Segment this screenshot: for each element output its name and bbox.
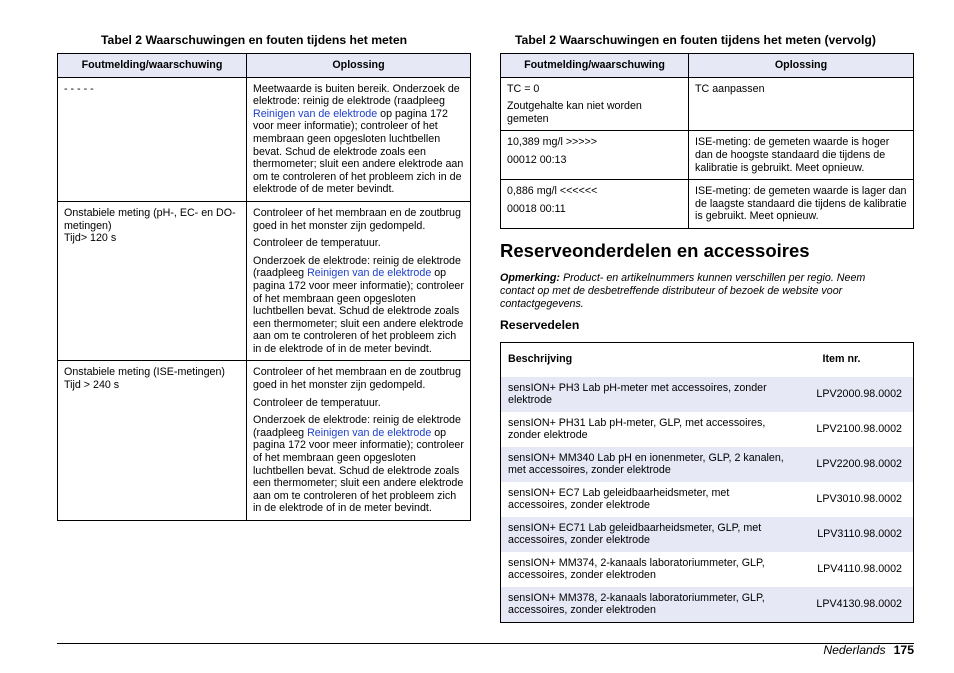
table-row xyxy=(501,412,914,447)
solution-cell: ISE-meting: de gemeten waarde is lager dan de laagste standaard die tijdens de kalibratie is gebruikt. Meet opnieuw. xyxy=(689,180,914,229)
warnings-table-right xyxy=(500,53,914,229)
part-description: sensION+ MM374, 2-kanaals laboratoriummeter, GLP, accessoires, zonder elektroden xyxy=(508,556,765,582)
solution-cell xyxy=(247,77,471,201)
table-row xyxy=(501,377,914,412)
table-row xyxy=(501,447,914,482)
solution-paragraph xyxy=(253,414,464,515)
footer-language: Nederlands xyxy=(823,643,886,657)
solution-text: Meetwaarde is buiten bereik. Onderzoek de elektrode: reinig de elektrode (raadpleeg xyxy=(253,82,460,108)
error-cell xyxy=(501,77,689,131)
table-row xyxy=(501,482,914,517)
error-text: Tijd > 240 s xyxy=(64,379,120,392)
table-row xyxy=(501,552,914,587)
part-item-number: LPV3110.98.0002 xyxy=(799,517,914,552)
column-header-solution: Oplossing xyxy=(247,54,471,78)
warnings-table-left xyxy=(57,53,471,521)
part-description: sensION+ MM378, 2-kanaals laboratoriummeter, GLP, accessoires, zonder elektroden xyxy=(501,587,799,623)
cross-reference-link[interactable]: Reinigen van de elektrode xyxy=(307,426,432,439)
error-cell xyxy=(58,201,247,361)
table-row xyxy=(58,201,471,361)
solution-text: op pagina 172 voor meer informatie); controleer of het membraan geen opgesloten luchtbellen bevat. Schud de elektrode zoals een thermometer; sluit een andere elektrode aan om te controleren of het probleem zich in de elektrode of in de meter bevindt. xyxy=(253,267,464,355)
cross-reference-link[interactable]: Reinigen van de elektrode xyxy=(307,267,432,280)
error-cell xyxy=(501,180,689,229)
right-table-caption: Tabel 2 Waarschuwingen en fouten tijdens het meten (vervolg) xyxy=(515,33,876,47)
table-row xyxy=(58,77,471,201)
solution-text: Controleer de temperatuur. xyxy=(253,396,381,409)
solution-text: Controleer of het membraan en de zoutbrug goed in het monster zijn gedompeld. xyxy=(253,206,461,232)
note xyxy=(500,272,900,310)
subheading-spare-parts: Reservedelen xyxy=(500,318,580,332)
column-header-solution: Oplossing xyxy=(689,54,914,78)
solution-cell xyxy=(247,361,471,521)
part-description: sensION+ MM340 Lab pH en ionenmeter, GLP, 2 kanalen, met accessoires, zonder elektrode xyxy=(501,447,799,482)
solution-cell xyxy=(247,201,471,361)
error-cell xyxy=(58,77,247,201)
solution-text: Controleer of het membraan en de zoutbrug goed in het monster zijn gedompeld. xyxy=(253,366,461,392)
part-item-number: LPV2100.98.0002 xyxy=(816,422,902,435)
note-label: Opmerking: xyxy=(500,272,560,284)
solution-text: Controleer de temperatuur. xyxy=(253,237,381,250)
part-item-number: LPV2200.98.0002 xyxy=(799,447,914,482)
table-row xyxy=(501,587,914,623)
solution-cell: TC aanpassen xyxy=(689,77,914,131)
solution-paragraph xyxy=(253,207,464,232)
error-text: Onstabiele meting (pH-, EC- en DO-metingen) xyxy=(64,206,236,232)
solution-text: op pagina 172 voor meer informatie); controleer of het membraan geen opgesloten luchtbellen bevat. Schud de elektrode zoals een thermometer; sluit een andere elektrode aan om te controleren of het probleem zich in de elektrode of in de meter bevindt. xyxy=(253,426,464,515)
error-text: Onstabiele meting (ISE-metingen) xyxy=(64,366,225,379)
part-description: sensION+ PH31 Lab pH-meter, GLP, met accessoires, zonder elektrode xyxy=(508,416,766,442)
note-text: Product- en artikelnummers kunnen verschillen per regio. Neem contact op met de desbetreffende distributeur of bezoek de website voor contactgegevens. xyxy=(500,272,866,310)
table-row xyxy=(501,77,914,131)
solution-paragraph xyxy=(253,255,464,356)
part-item-number: LPV4130.98.0002 xyxy=(799,587,914,623)
page-number: 175 xyxy=(893,643,914,657)
table-row xyxy=(58,361,471,521)
table-row xyxy=(501,131,914,180)
error-cell xyxy=(58,361,247,521)
error-text: 0,886 mg/l <<<<<< xyxy=(507,185,598,198)
column-header-error: Foutmelding/waarschuwing xyxy=(501,54,689,78)
solution-paragraph xyxy=(253,397,464,410)
solution-paragraph xyxy=(253,366,464,391)
page-footer xyxy=(823,643,914,657)
footer-divider xyxy=(57,643,914,644)
error-text: TC = 0 xyxy=(507,82,540,95)
part-description: sensION+ EC71 Lab geleidbaarheidsmeter, GLP, met accessoires, zonder elektrode xyxy=(501,517,799,552)
part-item-number: LPV2000.98.0002 xyxy=(799,377,914,412)
solution-cell: ISE-meting: de gemeten waarde is hoger dan de hoogste standaard die tijdens de kalibratie is gebruikt. Meet opnieuw. xyxy=(689,131,914,180)
solution-text: Onderzoek de elektrode: reinig de elektrode (raadpleeg xyxy=(253,254,461,280)
spare-parts-table xyxy=(500,342,914,623)
error-text: 10,389 mg/l >>>>> xyxy=(507,136,598,149)
column-header-description: Beschrijving xyxy=(501,343,799,377)
error-cell xyxy=(501,131,689,180)
error-text: 00012 00:13 xyxy=(507,153,567,166)
solution-text: Onderzoek de elektrode: reinig de elektrode (raadpleeg xyxy=(253,414,461,439)
part-description: sensION+ EC7 Lab geleidbaarheidsmeter, met accessoires, zonder elektrode xyxy=(508,486,730,512)
solution-text: op pagina 172 voor meer informatie); controleer of het membraan geen opgesloten luchtbellen bevat. Schud de elektrode zoals een thermometer; sluit een andere elektrode aan om te controleren of het probleem zich in de elektrode of de meter bevindt. xyxy=(253,107,464,196)
section-heading: Reserveonderdelen en accessoires xyxy=(500,240,810,261)
error-text: - - - - - xyxy=(64,82,94,95)
column-header-item-number: Item nr. xyxy=(799,343,914,377)
cross-reference-link[interactable]: Reinigen van de elektrode xyxy=(253,107,378,120)
column-header-error: Foutmelding/waarschuwing xyxy=(58,54,247,78)
table-row xyxy=(501,517,914,552)
left-table-caption: Tabel 2 Waarschuwingen en fouten tijdens het meten xyxy=(101,33,408,47)
error-text: Tijd> 120 s xyxy=(64,232,117,245)
error-text: 00018 00:11 xyxy=(507,202,566,215)
solution-paragraph xyxy=(253,83,464,196)
error-text: Zoutgehalte kan niet worden gemeten xyxy=(507,100,642,125)
solution-paragraph xyxy=(253,237,464,250)
part-description: sensION+ PH3 Lab pH-meter met accessoires, zonder elektrode xyxy=(501,377,799,412)
part-item-number: LPV4110.98.0002 xyxy=(817,562,902,575)
table-row xyxy=(501,180,914,229)
part-item-number: LPV3010.98.0002 xyxy=(816,492,902,505)
